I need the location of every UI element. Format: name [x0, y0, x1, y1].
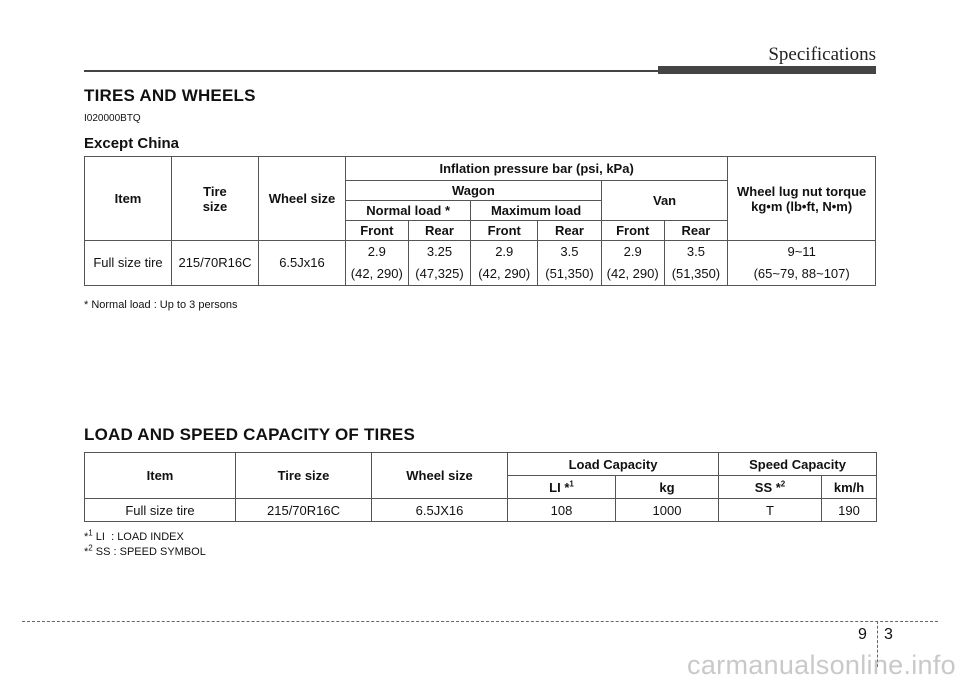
col-header-tire-size: Tire size	[236, 453, 372, 499]
cell-wheel: 6.5JX16	[372, 499, 508, 522]
col-header-item: Item	[85, 157, 172, 241]
col-header-ss	[719, 476, 822, 499]
subsection-title: Except China	[84, 135, 180, 152]
col-header-rear: Rear	[538, 221, 602, 241]
cell-kmh: 190	[822, 499, 877, 522]
col-header-front: Front	[601, 221, 664, 241]
pressure-bar: 3.25	[426, 244, 453, 259]
tire-size-line2: size	[202, 198, 228, 214]
footnote-normal-load: * Normal load : Up to 3 persons	[84, 299, 238, 311]
cell-pressure	[601, 241, 664, 286]
table-row	[85, 241, 876, 286]
cell-pressure	[408, 241, 471, 286]
note-sup: 1	[88, 528, 93, 538]
note-mark: *	[84, 546, 89, 558]
col-header-wagon: Wagon	[345, 181, 601, 201]
pressure-psi: (42, 290)	[350, 266, 403, 281]
section-code: I020000BTQ	[84, 113, 141, 124]
col-header-wheel-size: Wheel size	[258, 157, 345, 241]
header-title: Specifications	[768, 44, 876, 65]
pressure-bar: 2.9	[623, 244, 642, 259]
table-row	[85, 499, 877, 522]
pressure-psi: (51,350)	[671, 266, 721, 281]
footer-divider	[22, 621, 938, 622]
col-header-rear: Rear	[664, 221, 728, 241]
col-header-item: Item	[85, 453, 236, 499]
pressure-bar: 3.5	[686, 244, 705, 259]
col-header-kmh: km/h	[822, 476, 877, 499]
note-sup: 2	[88, 543, 93, 553]
cell-item: Full size tire	[85, 241, 172, 286]
col-header-torque	[728, 157, 876, 241]
torque-units: (65~79, 88~107)	[753, 266, 850, 281]
li-label: LI *	[549, 479, 570, 495]
col-header-front: Front	[471, 221, 538, 241]
cell-kg: 1000	[616, 499, 719, 522]
cell-ss: T	[719, 499, 822, 522]
pressure-psi: (47,325)	[415, 266, 464, 281]
header-rule-thin	[84, 70, 658, 72]
col-header-rear: Rear	[408, 221, 471, 241]
section-title-tires-wheels: TIRES AND WHEELS	[84, 86, 256, 105]
pressure-bar: 2.9	[495, 244, 514, 259]
chapter-number: 9	[858, 626, 867, 643]
pressure-psi: (51,350)	[545, 266, 594, 281]
pressure-psi: (42, 290)	[478, 266, 531, 281]
cell-torque	[728, 241, 876, 286]
cell-li: 108	[508, 499, 616, 522]
col-header-wheel-size: Wheel size	[372, 453, 508, 499]
cell-tire: 215/70R16C	[236, 499, 372, 522]
col-header-kg: kg	[616, 476, 719, 499]
torque-line2: kg•m (lb•ft, N•m)	[751, 198, 853, 214]
note-mark: *	[84, 531, 89, 543]
li-sup: 1	[569, 479, 574, 489]
note-text: SS : SPEED SYMBOL	[92, 546, 206, 558]
col-header-normal-load: Normal load *	[345, 201, 470, 221]
ss-sup: 2	[780, 479, 786, 489]
col-header-front: Front	[345, 221, 408, 241]
cell-pressure	[538, 241, 602, 286]
pressure-psi: (42, 290)	[606, 266, 659, 281]
col-header-li	[508, 476, 616, 499]
torque-value: 9~11	[787, 244, 816, 259]
col-header-maximum-load: Maximum load	[471, 201, 601, 221]
tires-wheels-table	[84, 156, 876, 286]
cell-wheel: 6.5Jx16	[258, 241, 345, 286]
header-rule-thick	[658, 66, 876, 74]
col-header-van: Van	[601, 181, 727, 221]
cell-tire: 215/70R16C	[171, 241, 258, 286]
section-title-load-speed: LOAD AND SPEED CAPACITY OF TIRES	[84, 425, 416, 444]
torque-line1: Wheel lug nut torque	[737, 183, 867, 199]
pressure-bar: 3.5	[560, 244, 579, 259]
col-header-load-capacity: Load Capacity	[508, 453, 719, 476]
cell-pressure	[664, 241, 728, 286]
load-speed-table	[84, 452, 877, 522]
col-header-speed-capacity: Speed Capacity	[719, 453, 877, 476]
col-header-inflation: Inflation pressure bar (psi, kPa)	[345, 157, 727, 181]
cell-pressure	[471, 241, 538, 286]
watermark: carmanualsonline.info	[687, 650, 956, 680]
note-text: LI : LOAD INDEX	[92, 531, 184, 543]
pressure-bar: 2.9	[367, 244, 386, 259]
note-load-index	[84, 528, 184, 543]
cell-item: Full size tire	[85, 499, 236, 522]
tire-size-line1: Tire	[203, 183, 227, 199]
note-speed-symbol	[84, 543, 206, 558]
cell-pressure	[345, 241, 408, 286]
ss-label: SS *	[754, 479, 781, 495]
col-header-tire-size	[171, 157, 258, 241]
page-number: 3	[884, 626, 893, 643]
